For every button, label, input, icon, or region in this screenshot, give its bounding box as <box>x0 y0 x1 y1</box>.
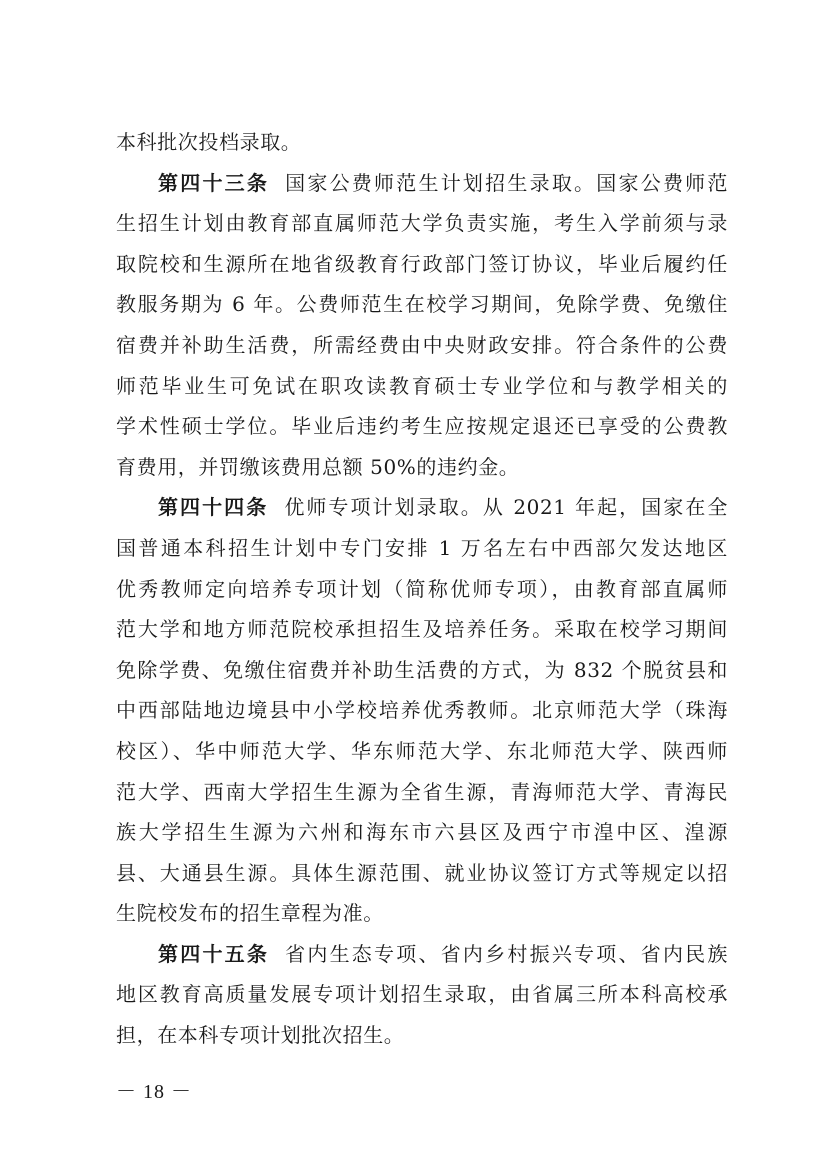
text-line: 范大学、西南大学招生生源为全省生源，青海师范大学、青海民 <box>116 779 728 804</box>
article-43-heading-line <box>116 163 728 204</box>
article-number: 第四十五条 <box>158 941 270 966</box>
document-body <box>116 122 728 1056</box>
text-line: 免除学费、免缴住宿费并补助生活费的方式，为 832 个脱贫县和 <box>116 657 728 682</box>
text-line: 地区教育高质量发展专项计划招生录取，由省属三所本科高校承 <box>116 982 728 1007</box>
text-line: 取院校和生源所在地省级教育行政部门签订协议，毕业后履约任 <box>116 251 728 276</box>
text-line: 族大学招生生源为六州和海东市六县区及西宁市湟中区、湟源 <box>116 820 728 845</box>
article-44-heading-line <box>116 487 728 528</box>
text-line: 宿费并补助生活费，所需经费由中央财政安排。符合条件的公费 <box>116 332 728 357</box>
text-line: 生院校发布的招生章程为准。 <box>116 901 384 926</box>
text-line: 县、大通县生源。具体生源范围、就业协议签订方式等规定以招 <box>116 860 728 885</box>
text-line: 范大学和地方师范院校承担招生及培养任务。采取在校学习期间 <box>116 617 728 642</box>
text-line: 师范毕业生可免试在职攻读教育硕士专业学位和与教学相关的 <box>116 373 728 398</box>
text-line: 教服务期为 6 年。公费师范生在校学习期间，免除学费、免缴住 <box>116 292 728 317</box>
text-line: 学术性硕士学位。毕业后违约考生应按规定退还已享受的公费教 <box>116 414 728 439</box>
text-line-content: 省内生态专项、省内乡村振兴专项、省内民族 <box>285 941 728 966</box>
text-line: 中西部陆地边境县中小学校培养优秀教师。北京师范大学（珠海 <box>116 698 728 723</box>
text-line: 生招生计划由教育部直属师范大学负责实施，考生入学前须与录 <box>116 211 728 236</box>
text-line: 育费用，并罚缴该费用总额 50%的违约金。 <box>116 454 520 479</box>
article-45-heading-line <box>116 934 728 975</box>
text-line-content: 优师专项计划录取。从 2021 年起，国家在全 <box>284 495 729 520</box>
article-number: 第四十三条 <box>158 170 270 195</box>
text-line: 本科批次投档录取。 <box>116 130 302 154</box>
page-number: － 18 － <box>116 1081 192 1103</box>
text-line: 担，在本科专项计划批次招生。 <box>116 1023 405 1048</box>
text-line-content: 国家公费师范生计划招生录取。国家公费师范 <box>285 170 728 195</box>
text-line: 校区）、华中师范大学、华东师范大学、东北师范大学、陕西师 <box>116 738 728 763</box>
text-line: 国普通本科招生计划中专门安排 1 万名左右中西部欠发达地区 <box>116 535 728 560</box>
article-number: 第四十四条 <box>158 495 269 520</box>
text-line: 优秀教师定向培养专项计划（简称优师专项），由教育部直属师 <box>116 576 728 601</box>
